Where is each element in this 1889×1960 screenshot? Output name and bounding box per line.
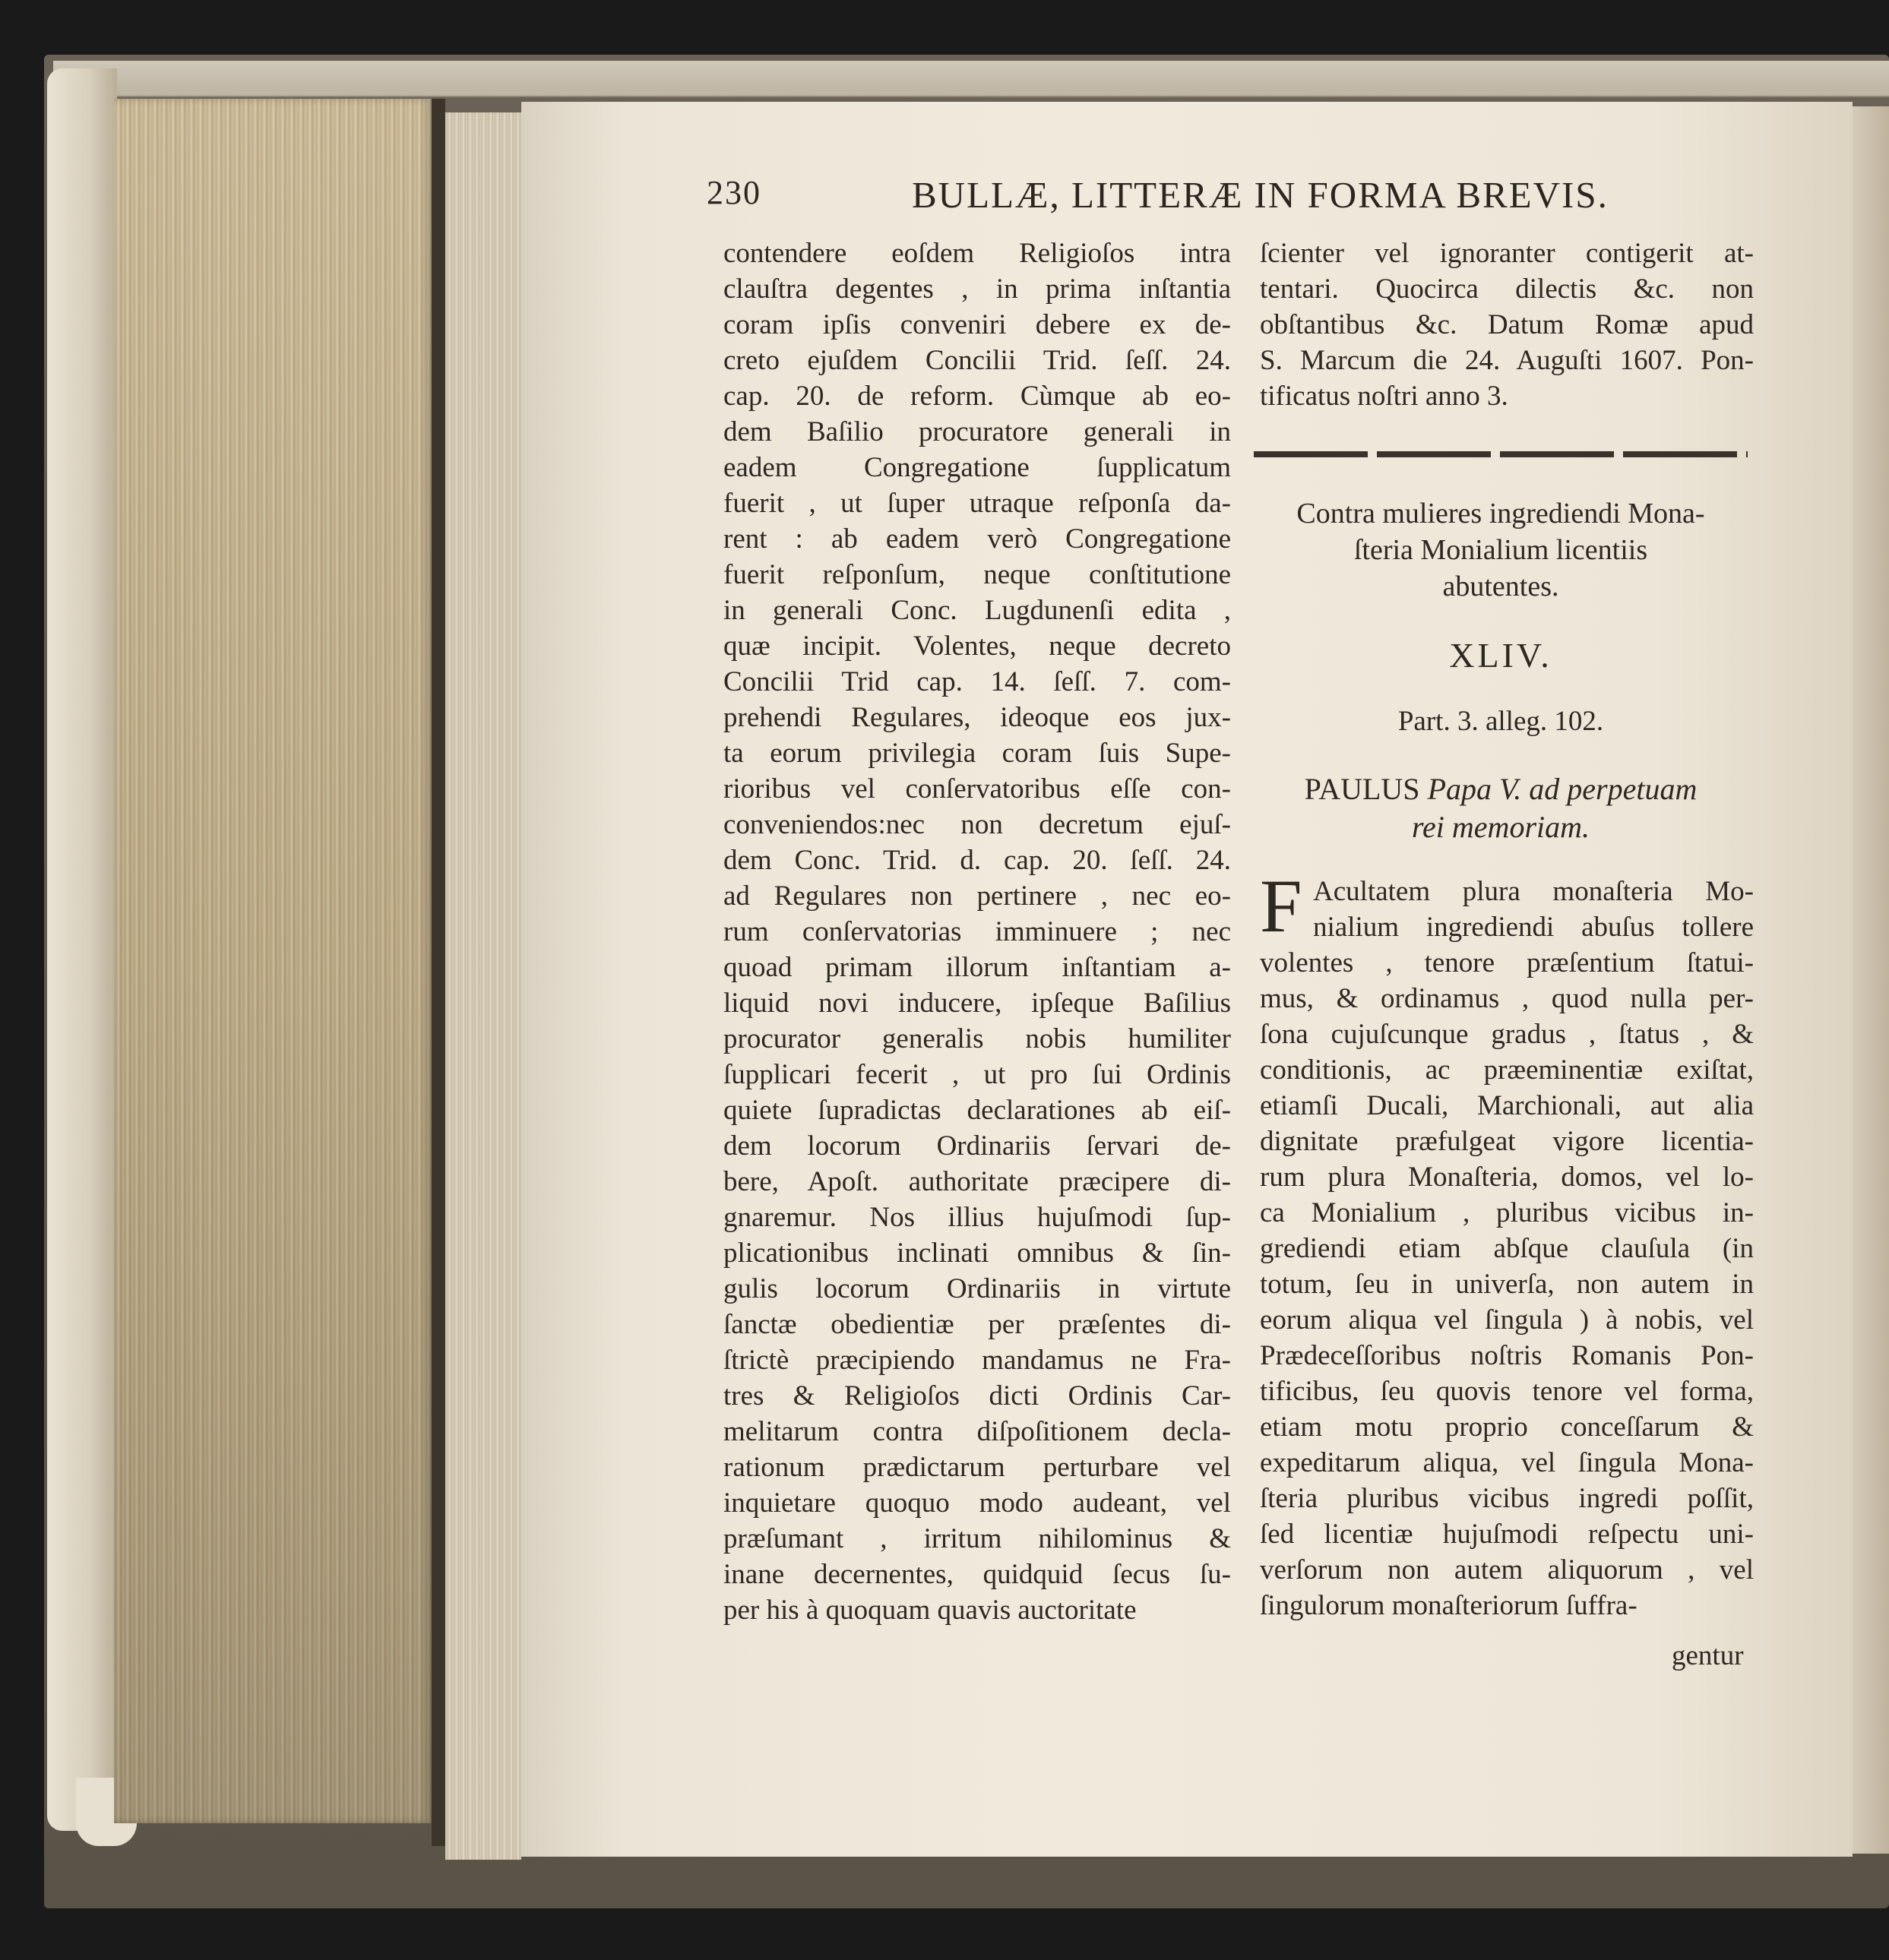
text-line: quoad primam illorum inſtantiam a-: [723, 952, 1231, 983]
text-line: tificatus noſtri anno 3.: [1260, 381, 1508, 412]
text-line: rent : ab eadem verò Congregatione: [723, 523, 1231, 555]
text-line: dem Conc. Trid. d. cap. 20. ſeſſ. 24.: [723, 845, 1231, 876]
text-line: melitarum contra diſpoſitionem decla-: [723, 1416, 1231, 1447]
reference-line: Part. 3. alleg. 102.: [1397, 706, 1604, 737]
left-page-edges-shade: [114, 99, 432, 1823]
text-line: creto ejuſdem Concilii Trid. ſeſſ. 24.: [723, 345, 1231, 376]
text-line: obſtantibus &c. Datum Romæ apud: [1260, 309, 1754, 340]
text-line: tres & Religioſos dicti Ordinis Car-: [723, 1380, 1231, 1412]
text-line: Acultatem plura monaſteria Mo-: [1313, 876, 1754, 907]
address-line2-italic: rei memoriam.: [1411, 810, 1590, 844]
text-line: ca Monialium , pluribus vicibus in-: [1260, 1197, 1754, 1228]
text-line: ſupplicari fecerit , ut pro ſui Ordinis: [723, 1059, 1231, 1090]
text-line: volentes , tenore præſentium ſtatui-: [1260, 947, 1754, 978]
text-line: gulis locorum Ordinariis in virtute: [723, 1273, 1231, 1304]
text-line: quiete ſupradictas declarationes ab eiſ-: [723, 1095, 1231, 1126]
text-line: ta eorum privilegia coram ſuis Supe-: [723, 738, 1231, 769]
text-line: ſteria pluribus vicibus ingredi poſſit,: [1260, 1483, 1754, 1514]
text-line: etiam motu proprio conceſſarum &: [1260, 1412, 1754, 1443]
drop-cap: F: [1260, 864, 1302, 948]
text-line: liquid novi inducere, ipſeque Baſilius: [723, 988, 1231, 1019]
text-line: Prædeceſſoribus noſtris Romanis Pon-: [1260, 1340, 1754, 1371]
text-line: ſanctæ obedientiæ per præſentes di-: [723, 1309, 1231, 1340]
section-title-line: abutentes.: [1442, 571, 1559, 602]
text-line: coram ipſis conveniri debere ex de-: [723, 309, 1231, 340]
text-line: dem Baſilio procuratore generali in: [723, 416, 1231, 447]
text-line: S. Marcum die 24. Auguſti 1607. Pon-: [1260, 345, 1754, 376]
text-line: ſona cujuſcunque gradus , ſtatus , &: [1260, 1019, 1754, 1050]
gutter: [432, 99, 445, 1846]
left-column: [723, 236, 1231, 1628]
text-line: cap. 20. de reform. Cùmque ab eo-: [723, 381, 1231, 412]
text-line: bere, Apoſt. authoritate præcipere di-: [723, 1166, 1231, 1197]
right-column-top: [1260, 236, 1754, 414]
text-line: rum conſervatorias imminuere ; nec: [723, 916, 1231, 947]
text-line: mus, & ordinamus , quod nulla per-: [1260, 983, 1754, 1014]
text-line: fuerit reſponſum, neque conſtitutione: [723, 559, 1231, 590]
text-line: dignitate præfulgeat vigore licentia-: [1260, 1126, 1754, 1157]
book-top-edge: [53, 61, 1889, 97]
text-line: plicationibus inclinati omnibus & ſin-: [723, 1238, 1231, 1269]
right-column-body: [1260, 864, 1754, 1623]
book-spine: [47, 68, 117, 1831]
running-title: BULLÆ, LITTERÆ IN FORMA BREVIS.: [912, 174, 1609, 216]
text-line: gnaremur. Nos illius hujuſmodi ſup-: [723, 1202, 1231, 1233]
text-line: procurator generalis nobis humiliter: [723, 1023, 1231, 1054]
section-number: XLIV.: [1449, 636, 1552, 675]
text-line: rioribus vel conſervatoribus eſſe con-: [723, 773, 1231, 805]
page-number: 230: [707, 174, 761, 211]
text-line: ſed licentiæ hujuſmodi reſpectu uni-: [1260, 1519, 1754, 1550]
text-line: fuerit , ut ſuper utraque reſponſa da-: [723, 488, 1231, 519]
text-line: totum, ſeu in univerſa, non autem in: [1260, 1269, 1754, 1300]
pope-name: PAULUS: [1304, 772, 1420, 806]
text-line: clauſtra degentes , in prima inſtantia: [723, 273, 1231, 305]
section-title-line: ſteria Monialium licentiis: [1353, 534, 1648, 566]
text-line: inane decernentes, quidquid ſecus ſu-: [723, 1559, 1231, 1590]
text-line: ſtrictè præcipiendo mandamus ne Fra-: [723, 1345, 1231, 1376]
text-line: Concilii Trid cap. 14. ſeſſ. 7. com-: [723, 666, 1231, 697]
text-line: ad Regulares non pertinere , nec eo-: [723, 880, 1231, 912]
text-line: eadem Congregatione ſupplicatum: [723, 452, 1231, 483]
text-line: expeditarum aliqua, vel ſingula Mona-: [1260, 1447, 1754, 1478]
text-line: verſorum non autem aliquorum , vel: [1260, 1554, 1754, 1585]
text-line: rationum prædictarum perturbare vel: [723, 1452, 1231, 1483]
text-line: tentari. Quocirca dilectis &c. non: [1260, 273, 1754, 305]
text-line: inquietare quoquo modo audeant, vel: [723, 1487, 1231, 1519]
address-line-1: [1254, 770, 1748, 808]
section-title-line: Contra mulieres ingrediendi Mona-: [1296, 498, 1705, 530]
text-line: prehendi Regulares, ideoque eos jux-: [723, 702, 1231, 733]
text-line: ſcienter vel ignoranter contigerit at-: [1260, 238, 1754, 269]
text-line: dem locorum Ordinariis ſervari de-: [723, 1130, 1231, 1162]
section-rule: [1254, 451, 1748, 457]
text-line: conditionis, ac præeminentiæ exiſtat,: [1260, 1054, 1754, 1086]
right-page-edges: [445, 112, 521, 1860]
text-line: præſumant , irritum nihilominus &: [723, 1523, 1231, 1554]
text-line: ſingulorum monaſteriorum ſuffra-: [1260, 1590, 1637, 1621]
text-line: rum plura Monaſteria, domos, vel lo-: [1260, 1162, 1754, 1193]
text-line: conveniendos:nec non decretum ejuſ-: [723, 809, 1231, 840]
text-line: tificibus, ſeu quovis tenore vel forma,: [1260, 1376, 1754, 1407]
catchword: gentur: [1672, 1640, 1744, 1671]
text-line: per his à quoquam quavis auctoritate: [723, 1595, 1137, 1626]
text-line: etiamſi Ducali, Marchionali, aut alia: [1260, 1090, 1754, 1121]
text-line: nialium ingrediendi abuſus tollere: [1313, 912, 1754, 943]
text-line: contendere eoſdem Religioſos intra: [723, 238, 1231, 269]
papal-address: [1254, 770, 1748, 846]
text-line: quæ incipit. Volentes, neque decreto: [723, 631, 1231, 662]
text-line: in generali Conc. Lugdunenſi edita ,: [723, 595, 1231, 626]
text-line: grediendi etiam abſque clauſula (in: [1260, 1233, 1754, 1264]
section-title: [1254, 495, 1748, 605]
address-line-2: [1254, 808, 1748, 846]
address-line1-italic: Papa V. ad perpetuam: [1427, 772, 1698, 806]
text-line: eorum aliqua vel ſingula ) à nobis, vel: [1260, 1304, 1754, 1336]
page-fore-edge: [1853, 106, 1889, 1854]
